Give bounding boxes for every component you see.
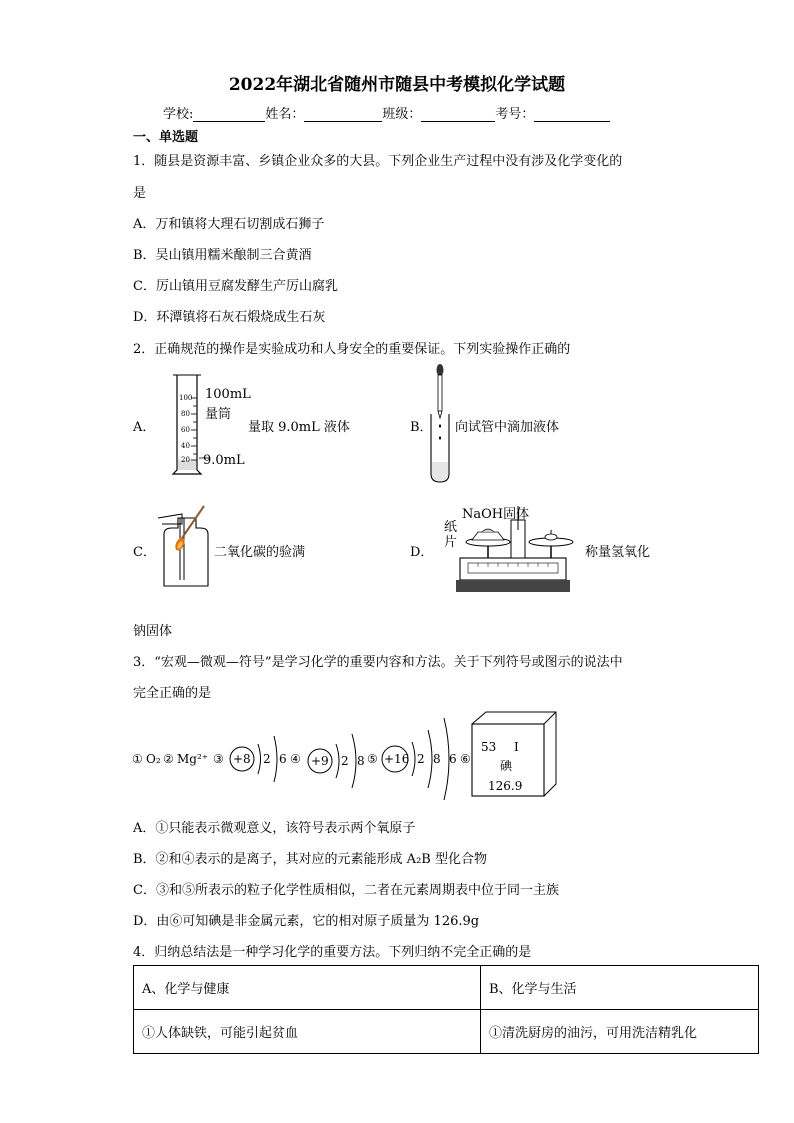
- tick-label: 100: [179, 394, 193, 402]
- table-cell: ①清洗厨房的油污，可用洗洁精乳化: [481, 1010, 759, 1054]
- tick-label: 40: [181, 442, 190, 450]
- atom4-nucleus: +9: [311, 754, 329, 768]
- q2-option-d-text: 称量氢氧化: [585, 545, 651, 560]
- q3-option-b: B．②和④表示的是离子，其对应的元素能形成 A₂B 型化合物: [133, 852, 487, 867]
- table-row: [134, 966, 759, 1010]
- atom5-shell1: 2: [417, 752, 425, 766]
- student-info-line: [163, 103, 610, 122]
- name-blank: [304, 121, 382, 122]
- o2-symbol: O₂: [146, 752, 161, 766]
- element-name: 碘: [500, 759, 513, 773]
- q2-option-d-tail: 钠固体: [133, 624, 173, 639]
- q2-option-c-text: 二氧化碳的验满: [214, 545, 306, 560]
- q4-table: [133, 965, 759, 1054]
- table-row: [134, 1010, 759, 1054]
- q3-option-d: D．由⑥可知碘是非金属元素，它的相对原子质量为 126.9g: [133, 914, 480, 929]
- q3-stem-line2: 完全正确的是: [133, 686, 212, 701]
- q1-option-c: C．厉山镇用豆腐发酵生产厉山腐乳: [133, 279, 338, 294]
- mg-ion-symbol: Mg²⁺: [177, 752, 209, 766]
- tick-label: 80: [181, 410, 190, 418]
- atom4-shell2: 8: [357, 754, 365, 768]
- q1-option-b: B．吴山镇用糯米酿制三合黄酒: [133, 248, 312, 263]
- atom5-shell2: 8: [433, 752, 441, 766]
- label-1: ①: [132, 752, 143, 766]
- class-label: 班级：: [382, 107, 422, 122]
- tick-label: 20: [181, 456, 190, 464]
- class-blank: [421, 121, 495, 122]
- atom3-nucleus: +8: [233, 752, 251, 766]
- section-heading: 一、单选题: [133, 130, 199, 145]
- q3-option-a: A．①只能表示微观意义，该符号表示两个氧原子: [133, 821, 416, 836]
- atom4-shell1: 2: [341, 754, 349, 768]
- paper-label-2: 片: [444, 535, 458, 550]
- q2-option-a-text: 量取 9.0mL 液体: [248, 420, 350, 435]
- q1-option-a: A．万和镇将大理石切割成石狮子: [133, 217, 325, 232]
- table-cell: B、化学与生活: [481, 966, 759, 1010]
- paper-label-1: 纸: [444, 520, 458, 535]
- atom3-shell2: 6: [279, 752, 287, 766]
- q1-option-d: D．环潭镇将石灰石煅烧成生石灰: [133, 310, 326, 325]
- label-6: ⑥: [460, 752, 471, 766]
- element-number: 53: [481, 740, 497, 754]
- atom3-shell1: 2: [263, 752, 271, 766]
- school-blank: [193, 121, 265, 122]
- q1-stem-line2: 是: [133, 186, 147, 201]
- number-blank: [534, 121, 610, 122]
- q2-option-b-letter: B．: [410, 420, 433, 435]
- naoh-label: NaOH固体: [462, 507, 530, 522]
- q2-stem: 2．正确规范的操作是实验成功和人身安全的重要保证。下列实验操作正确的: [133, 342, 571, 357]
- atom5-nucleus: +16: [384, 752, 410, 766]
- table-cell: ①人体缺铁，可能引起贫血: [134, 1010, 481, 1054]
- q1-stem-line1: 1．随县是资源丰富、乡镇企业众多的大县。下列企业生产过程中没有涉及化学变化的: [133, 154, 623, 169]
- cylinder-label-name: 量筒: [205, 407, 232, 422]
- number-label: 考号：: [495, 107, 535, 122]
- co2-bottle-image: [156, 504, 216, 590]
- label-3: ③: [213, 752, 224, 766]
- table-cell: A、化学与健康: [134, 966, 481, 1010]
- cylinder-label-9ml: 9.0mL: [203, 453, 245, 468]
- q3-option-c: C．③和⑤所表示的粒子化学性质相似，二者在元素周期表中位于同一主族: [133, 883, 559, 898]
- element-mass: 126.9: [488, 779, 523, 793]
- q2-option-d-letter: D．: [410, 545, 434, 560]
- page-title: 2022年湖北省随州市随县中考模拟化学试题: [228, 75, 566, 95]
- element-symbol: I: [514, 740, 519, 754]
- cylinder-label-100ml: 100mL: [205, 387, 251, 402]
- q2-option-a-letter: A．: [133, 420, 156, 435]
- atom5-shell3: 6: [449, 752, 457, 766]
- dropper-test-tube-image: [426, 362, 454, 484]
- school-label: 学校:: [163, 107, 194, 122]
- label-2: ②: [163, 752, 174, 766]
- label-5: ⑤: [367, 752, 378, 766]
- q2-option-b-text: 向试管中滴加液体: [455, 420, 560, 435]
- tick-label: 60: [181, 426, 190, 434]
- label-4: ④: [290, 752, 301, 766]
- name-label: 姓名：: [265, 107, 305, 122]
- q3-stem-line1: 3．“宏观—微观—符号”是学习化学的重要内容和方法。关于下列符号或图示的说法中: [133, 655, 623, 670]
- q4-stem: 4．归纳总结法是一种学习化学的重要方法。下列归纳不完全正确的是: [133, 945, 532, 960]
- q2-option-c-letter: C．: [133, 545, 156, 560]
- q3-symbols-diagram: [130, 706, 570, 806]
